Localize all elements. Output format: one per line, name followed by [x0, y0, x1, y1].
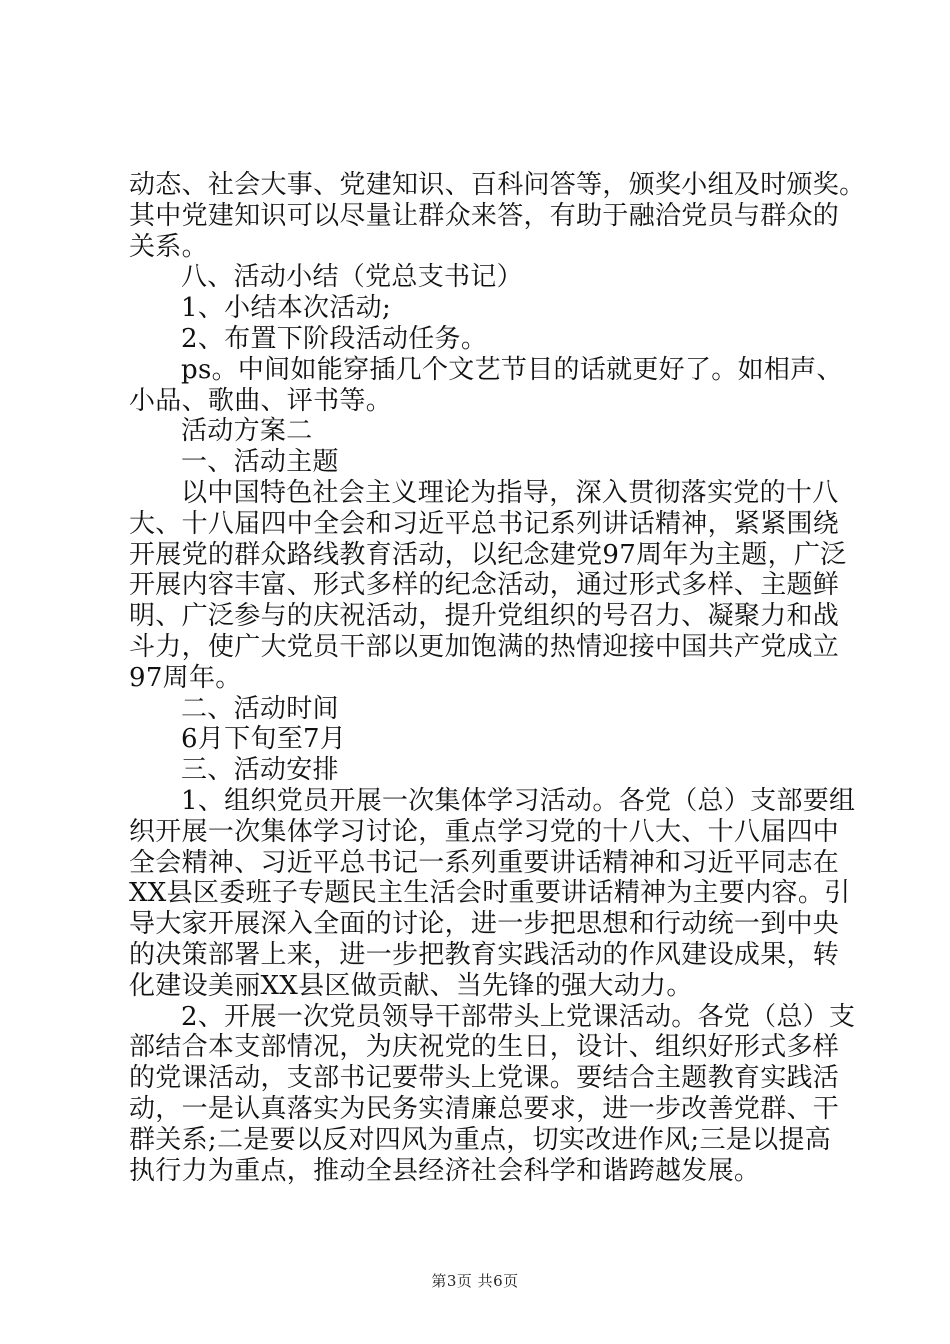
section-heading: 一、活动主题 [181, 447, 339, 478]
paragraph-line: 明、广泛参与的庆祝活动，提升党组织的号召力、凝聚力和战 [129, 601, 840, 632]
paragraph-line: ps。中间如能穿插几个文艺节目的话就更好了。如相声、 [181, 354, 843, 385]
paragraph-line: 小品、歌曲、评书等。 [129, 385, 393, 416]
section-heading: 活动方案二 [181, 416, 313, 447]
paragraph-line: 2、开展一次党员领导干部带头上党课活动。各党（总）支 [181, 1001, 856, 1032]
section-heading: 二、活动时间 [181, 693, 339, 724]
paragraph-line: 大、十八届四中全会和习近平总书记系列讲话精神，紧紧围绕 [129, 508, 840, 539]
paragraph-line: 执行力为重点，推动全县经济社会科学和谐跨越发展。 [129, 1155, 761, 1186]
paragraph-line: 化建设美丽XX县区做贡献、当先锋的强大动力。 [129, 970, 693, 1001]
paragraph-line: 导大家开展深入全面的讨论，进一步把思想和行动统一到中央 [129, 909, 840, 940]
page-number-footer: 第3页 共6页 [431, 1272, 519, 1290]
paragraph-line: 6月下旬至7月 [181, 724, 347, 755]
paragraph-line: 开展党的群众路线教育活动，以纪念建党97周年为主题，广泛 [129, 539, 847, 570]
paragraph-line: 全会精神、习近平总书记一系列重要讲话精神和习近平同志在 [129, 847, 840, 878]
paragraph-line: 以中国特色社会主义理论为指导，深入贯彻落实党的十八 [181, 477, 839, 508]
paragraph-line: XX县区委班子专题民主生活会时重要讲话精神为主要内容。引 [129, 878, 851, 909]
paragraph-line: 动态、社会大事、党建知识、百科问答等，颁奖小组及时颁奖。 [129, 170, 866, 200]
paragraph-line: 关系。 [129, 231, 208, 262]
list-item: 2、布置下阶段活动任务。 [181, 323, 488, 354]
paragraph-line: 动，一是认真落实为民务实清廉总要求，进一步改善党群、干 [129, 1093, 840, 1124]
section-heading: 三、活动安排 [181, 755, 339, 786]
list-item: 1、小结本次活动; [181, 293, 392, 324]
paragraph-line: 97周年。 [129, 662, 242, 693]
paragraph-line: 群关系;二是要以反对四风为重点，切实改进作风;三是以提高 [129, 1124, 831, 1155]
paragraph-line: 1、组织党员开展一次集体学习活动。各党（总）支部要组 [181, 785, 856, 816]
paragraph-line: 的党课活动，支部书记要带头上党课。要结合主题教育实践活 [129, 1063, 840, 1094]
paragraph-line: 开展内容丰富、形式多样的纪念活动，通过形式多样、主题鲜 [129, 570, 840, 601]
section-heading: 八、活动小结（党总支书记） [181, 262, 523, 293]
paragraph-line: 织开展一次集体学习讨论，重点学习党的十八大、十八届四中 [129, 816, 840, 847]
paragraph-line: 的决策部署上来，进一步把教育实践活动的作风建设成果，转 [129, 939, 840, 970]
document-body [129, 170, 866, 1186]
paragraph-line: 其中党建知识可以尽量让群众来答，有助于融洽党员与群众的 [129, 200, 840, 231]
paragraph-line: 斗力，使广大党员干部以更加饱满的热情迎接中国共产党成立 [129, 631, 840, 662]
paragraph-line: 部结合本支部情况，为庆祝党的生日，设计、组织好形式多样 [129, 1032, 840, 1063]
